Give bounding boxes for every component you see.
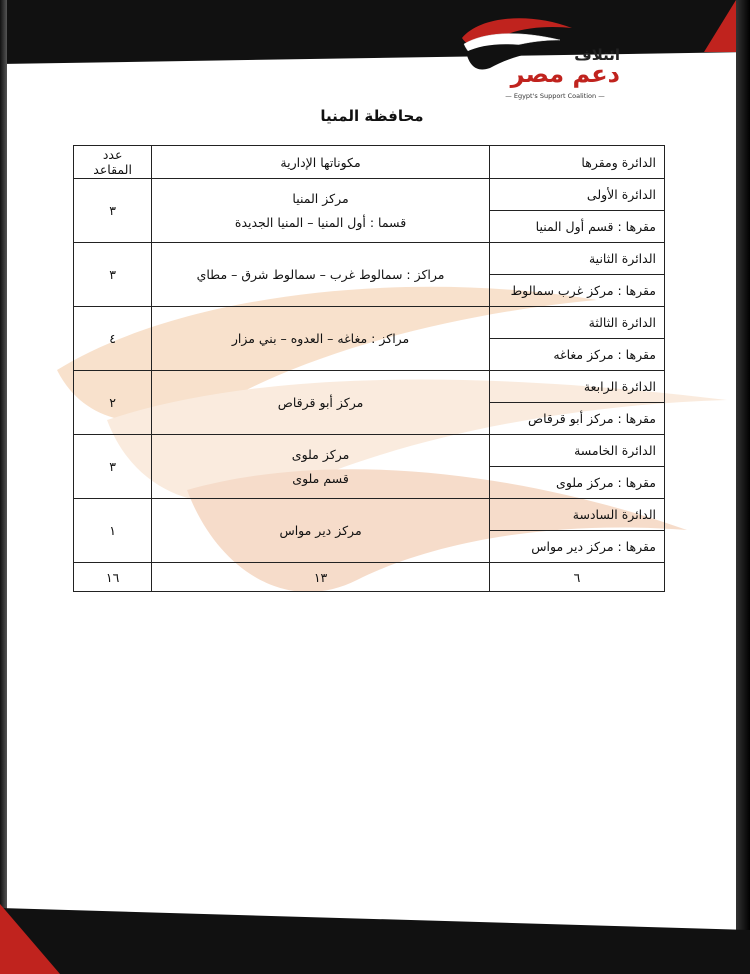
logo-subtitle: — Egypt's Support Coalition — xyxy=(505,92,605,100)
scan-edge-right xyxy=(736,0,750,974)
scan-edge-left xyxy=(0,0,7,974)
district-name: الدائرة الرابعة xyxy=(489,371,664,403)
district-seat: مقرها : مركز مغاغه xyxy=(489,339,664,371)
district-components xyxy=(152,179,490,243)
district-name: الدائرة الثالثة xyxy=(489,307,664,339)
component-line: مراكز : مغاغه – العدوه – بني مزار xyxy=(231,330,410,346)
seat-count: ٣ xyxy=(74,435,152,499)
logo-name: دعم مصر xyxy=(510,60,620,88)
header-components: مكوناتها الإدارية xyxy=(152,146,490,179)
component-line: قسما : أول المنيا – المنيا الجديدة xyxy=(234,214,407,230)
table-row xyxy=(74,179,665,211)
total-districts: ٦ xyxy=(489,563,664,592)
districts-table-container xyxy=(73,145,665,627)
component-line: مركز دير مواس xyxy=(279,522,362,538)
component-line: قسم ملوى xyxy=(292,470,349,486)
district-components xyxy=(152,435,490,499)
total-seats: ١٦ xyxy=(74,563,152,592)
header-district: الدائرة ومقرها xyxy=(489,146,664,179)
seat-count: ٣ xyxy=(74,243,152,307)
district-components xyxy=(152,499,490,563)
district-seat: مقرها : مركز دير مواس xyxy=(489,531,664,563)
component-line: مركز المنيا xyxy=(292,190,349,206)
district-name: الدائرة الثانية xyxy=(489,243,664,275)
component-line: مراكز : سمالوط غرب – سمالوط شرق – مطاي xyxy=(196,266,445,282)
district-components xyxy=(152,371,490,435)
district-seat: مقرها : قسم أول المنيا xyxy=(489,211,664,243)
component-line: مركز ملوى xyxy=(291,446,350,462)
logo-coalition-word: ائتلاف xyxy=(574,46,620,64)
page-title: محافظة المنيا xyxy=(320,107,424,125)
district-name: الدائرة السادسة xyxy=(489,499,664,531)
header-seats: عدد المقاعد xyxy=(74,146,152,179)
district-seat: مقرها : مركز غرب سمالوط xyxy=(489,275,664,307)
district-seat: مقرها : مركز أبو قرقاص xyxy=(489,403,664,435)
component-line: مركز أبو قرقاص xyxy=(277,394,364,410)
district-seat: مقرها : مركز ملوى xyxy=(489,467,664,499)
table-header-row xyxy=(74,146,665,179)
table-row xyxy=(74,307,665,339)
district-name: الدائرة الخامسة xyxy=(489,435,664,467)
document-page xyxy=(7,0,736,974)
seat-count: ٤ xyxy=(74,307,152,371)
seat-count: ٣ xyxy=(74,179,152,243)
district-components xyxy=(152,243,490,307)
table-row xyxy=(74,243,665,275)
table-row xyxy=(74,499,665,531)
district-name: الدائرة الأولى xyxy=(489,179,664,211)
districts-table xyxy=(73,145,665,592)
totals-row xyxy=(74,563,665,592)
seat-count: ٢ xyxy=(74,371,152,435)
seat-count: ١ xyxy=(74,499,152,563)
district-components xyxy=(152,307,490,371)
total-components: ١٣ xyxy=(152,563,490,592)
table-row xyxy=(74,371,665,403)
coalition-logo xyxy=(460,10,630,100)
table-row xyxy=(74,435,665,467)
